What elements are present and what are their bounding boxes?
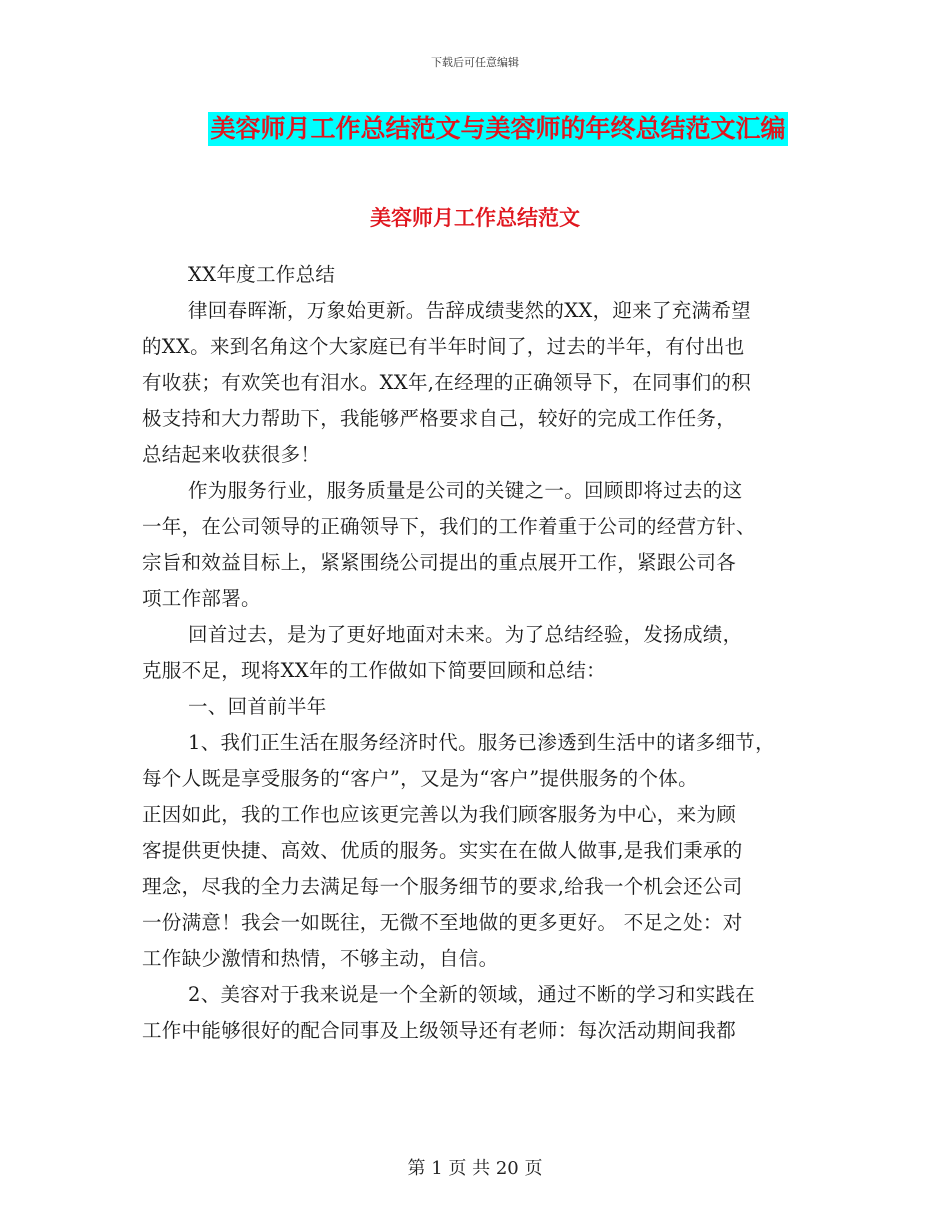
paragraph-line: 有收获；有欢笑也有泪水。XX年,在经理的正确领导下，在同事们的积 <box>142 371 752 394</box>
paragraph-line: 宗旨和效益目标上，紧紧围绕公司提出的重点展开工作，紧跟公司各 <box>142 551 737 574</box>
paragraph-line: 1、我们正生活在服务经济时代。服务已渗透到生活中的诸多细节， <box>188 731 775 754</box>
paragraph-line: 项工作部署。 <box>142 587 261 610</box>
paragraph-line: 律回春晖渐，万象始更新。告辞成绩斐然的XX，迎来了充满希望 <box>188 299 751 322</box>
paragraph-line: 2、美容对于我来说是一个全新的领域，通过不断的学习和实践在 <box>188 983 756 1006</box>
paragraph-line: 极支持和大力帮助下，我能够严格要求自己，较好的完成工作任务， <box>142 407 737 430</box>
body-text <box>142 221 810 1049</box>
paragraph-line: 工作中能够很好的配合同事及上级领导还有老师：每次活动期间我都 <box>142 1019 737 1042</box>
paragraph-line: 作为服务行业，服务质量是公司的关键之一。回顾即将过去的这 <box>188 479 743 502</box>
header-note: 下载后可任意编辑 <box>431 56 519 69</box>
main-title-wrap <box>0 112 950 146</box>
paragraph-line: 工作缺少激情和热情，不够主动，自信。 <box>142 947 499 970</box>
paragraph-line: 的XX。来到名角这个大家庭已有半年时间了，过去的半年，有付出也 <box>142 335 745 358</box>
spacer-line <box>142 221 810 257</box>
paragraph-line: 理念，尽我的全力去满足每一个服务细节的要求,给我一个机会还公司 <box>142 875 743 898</box>
section-heading: 一、回首前半年 <box>188 695 327 718</box>
paragraph-line: 总结起来收获很多！ <box>142 443 321 466</box>
main-title: 美容师月工作总结范文与美容师的年终总结范文汇编 <box>208 112 787 146</box>
page-footer: 第 1 页 共 20 页 <box>407 1158 543 1179</box>
paragraph-line: 回首过去，是为了更好地面对未来。为了总结经验，发扬成绩， <box>188 623 743 646</box>
paragraph-line: 一年，在公司领导的正确领导下，我们的工作着重于公司的经营方针、 <box>142 515 756 538</box>
paragraph-line: 客提供更快捷、高效、优质的服务。实实在在做人做事,是我们秉承的 <box>142 839 743 862</box>
sub-title: 美容师月工作总结范文 <box>370 205 580 230</box>
paragraph-line: 克服不足，现将XX年的工作做如下简要回顾和总结： <box>142 659 606 682</box>
paragraph-line: XX年度工作总结 <box>188 263 336 286</box>
paragraph-line: 正因如此，我的工作也应该更完善以为我们顾客服务为中心，来为顾 <box>142 803 737 826</box>
paragraph-line: 每个人既是享受服务的“客户”，又是为“客户”提供服务的个体。 <box>142 767 698 790</box>
paragraph-line: 一份满意！我会一如既往，无微不至地做的更多更好。 不足之处：对 <box>142 911 743 934</box>
